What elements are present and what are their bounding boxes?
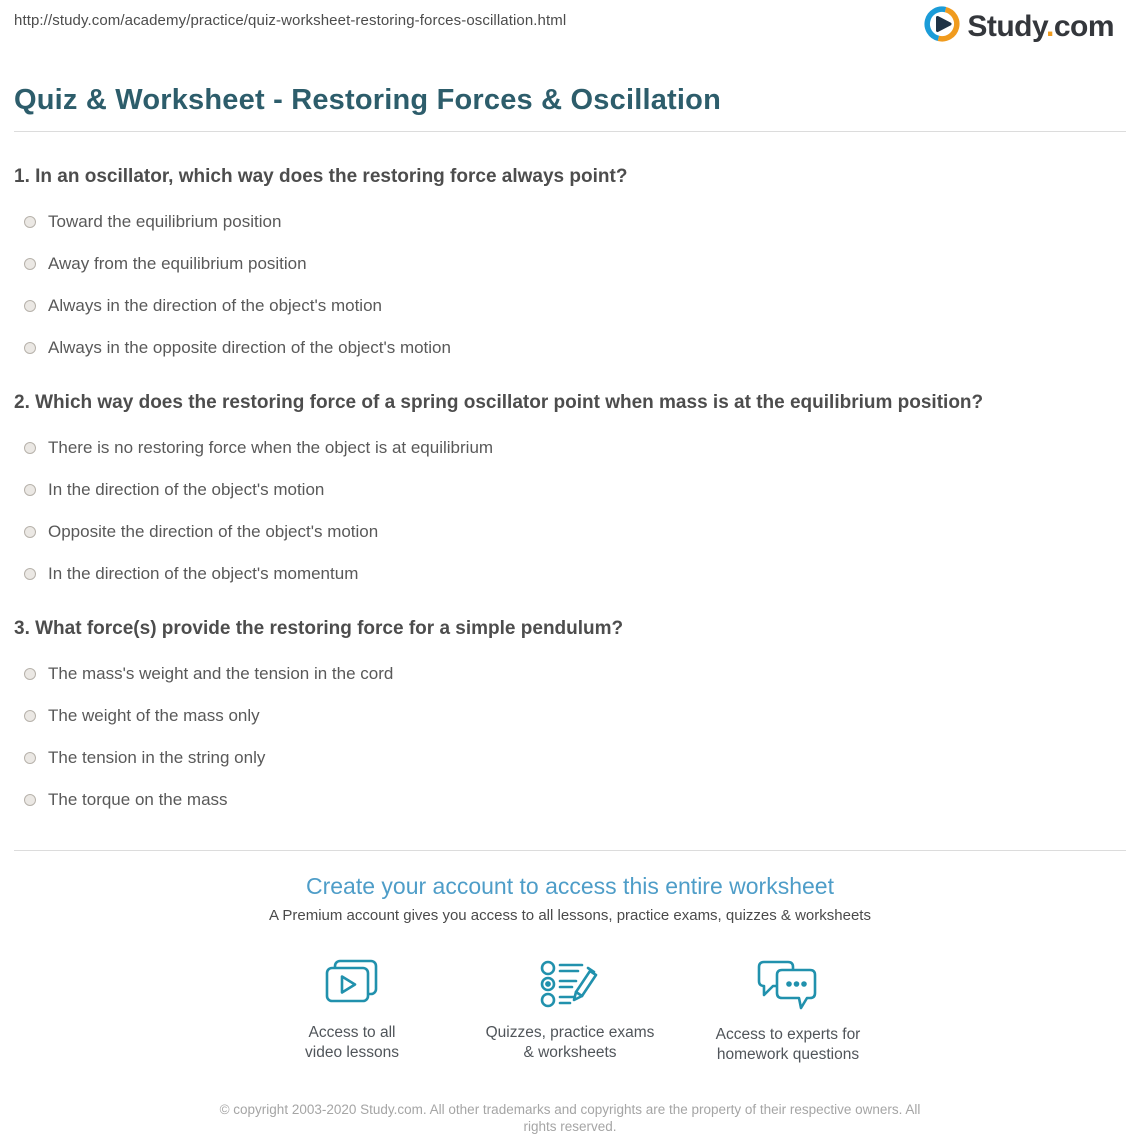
radio-button[interactable] [24, 568, 36, 580]
answer-option-label: Away from the equilibrium position [48, 254, 307, 273]
radio-button[interactable] [24, 342, 36, 354]
answer-option[interactable] [14, 522, 1126, 542]
answer-option[interactable] [14, 480, 1126, 500]
radio-button[interactable] [24, 752, 36, 764]
answer-option-label: Toward the equilibrium position [48, 212, 282, 231]
feature-list [14, 958, 1126, 1065]
radio-button[interactable] [24, 258, 36, 270]
answer-option[interactable] [14, 212, 1126, 232]
question-text: 3. What force(s) provide the restoring force for a simple pendulum? [14, 618, 624, 639]
cta-subtitle: A Premium account gives you access to all lessons, practice exams, quizzes & worksheets [269, 907, 871, 924]
feature-label: Access to all video lessons [305, 1024, 399, 1061]
radio-button[interactable] [24, 300, 36, 312]
answer-option-label: Always in the opposite direction of the object's motion [48, 338, 451, 357]
page-title: Quiz & Worksheet - Restoring Forces & Oscillation [14, 84, 722, 116]
radio-button[interactable] [24, 216, 36, 228]
answer-option-label: Always in the direction of the object's motion [48, 296, 382, 315]
answer-option-label: The weight of the mass only [48, 706, 260, 725]
feature-quizzes-worksheets [461, 958, 679, 1063]
answer-option[interactable] [14, 296, 1126, 316]
feature-video-lessons [243, 958, 461, 1063]
answer-option-label: Opposite the direction of the object's motion [48, 522, 379, 541]
radio-button[interactable] [24, 442, 36, 454]
header [14, 0, 1126, 43]
quiz-questions [14, 164, 1126, 810]
quizzes-worksheets-icon [538, 958, 602, 1010]
answer-option[interactable] [14, 748, 1126, 768]
answer-option-label: The torque on the mass [48, 790, 228, 809]
question-text: 2. Which way does the restoring force of a spring oscillator point when mass is at the equilibrium position? [14, 392, 984, 413]
answer-option-label: In the direction of the object's motion [48, 480, 325, 499]
cta-section [14, 871, 1126, 1135]
page-url: http://study.com/academy/practice/quiz-worksheet-restoring-forces-oscillation.html [14, 12, 567, 29]
question-block [14, 164, 1126, 358]
feature-label: Access to experts for homework questions [715, 1026, 861, 1063]
feature-experts-chat [679, 958, 897, 1065]
answer-option[interactable] [14, 438, 1126, 458]
radio-button[interactable] [24, 794, 36, 806]
studycom-logo[interactable] [924, 6, 1114, 47]
divider-bottom [14, 850, 1126, 851]
experts-chat-icon [755, 958, 821, 1010]
radio-button[interactable] [24, 526, 36, 538]
question-text: 1. In an oscillator, which way does the restoring force always point? [14, 166, 628, 187]
radio-button[interactable] [24, 710, 36, 722]
answer-option[interactable] [14, 790, 1126, 810]
logo-dot: . [1045, 9, 1054, 43]
answer-option[interactable] [14, 706, 1126, 726]
copyright-text: © copyright 2003-2020 Study.com. All other trademarks and copyrights are the property of their respective owners. All rights reserved. [219, 1102, 921, 1134]
radio-button[interactable] [24, 484, 36, 496]
video-lessons-icon [322, 958, 382, 1010]
studycom-logo-text: Study.com [967, 9, 1114, 43]
answer-option[interactable] [14, 338, 1126, 358]
studycom-play-icon [924, 6, 960, 47]
answer-option-label: The tension in the string only [48, 748, 266, 767]
question-block [14, 616, 1126, 810]
answer-option[interactable] [14, 254, 1126, 274]
answer-option-label: In the direction of the object's momentum [48, 564, 359, 583]
answer-option-label: The mass's weight and the tension in the cord [48, 664, 394, 683]
answer-option[interactable] [14, 664, 1126, 684]
radio-button[interactable] [24, 668, 36, 680]
divider-top [14, 131, 1126, 132]
feature-label: Quizzes, practice exams & worksheets [485, 1024, 655, 1061]
answer-option-label: There is no restoring force when the object is at equilibrium [48, 438, 494, 457]
answer-option[interactable] [14, 564, 1126, 584]
question-block [14, 390, 1126, 584]
create-account-link[interactable]: Create your account to access this entire worksheet [306, 873, 834, 899]
